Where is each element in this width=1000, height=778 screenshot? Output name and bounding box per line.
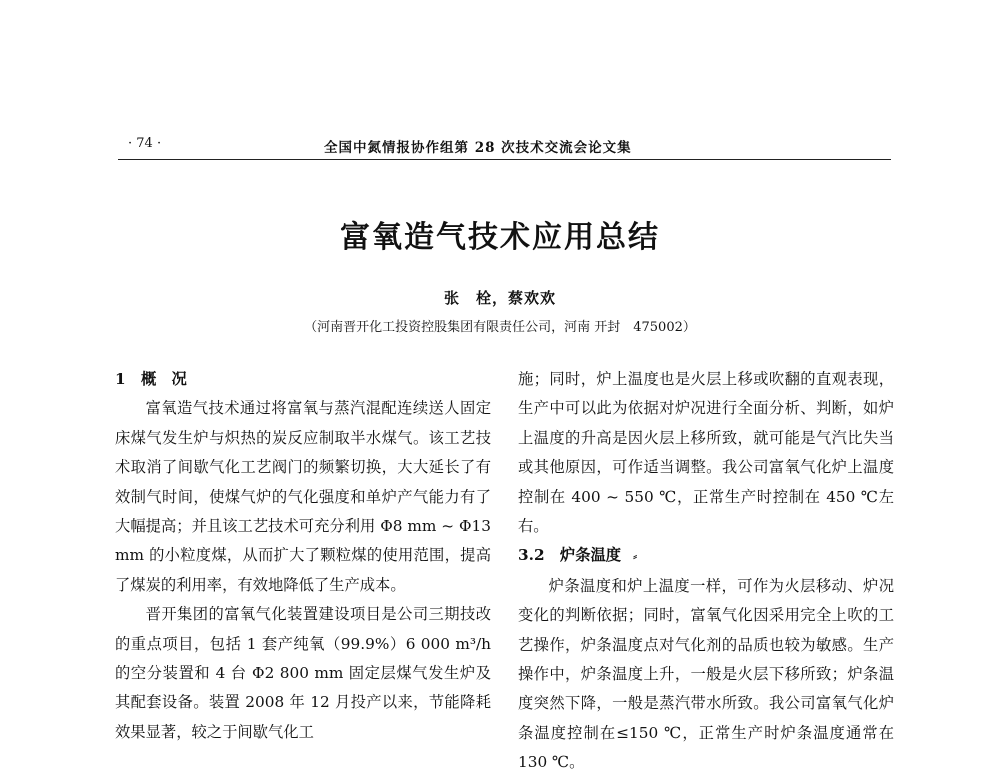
paragraph: 富氧造气技术通过将富氧与蒸汽混配连续送人固定床煤气发生炉与炽热的炭反应制取半水煤气。该工艺技术取消了间歇气化工艺阀门的频繁切换，大大延长了有效制气时间，使煤气炉的气化强度和单炉产气能力有了大幅提高；并且该工艺技术可充分利用 Φ8 mm ~ Φ13 mm 的小粒度煤，从而扩大了颗粒煤的使用范围，提高了煤炭的利用率，有效地降低了生产成本。 <box>115 399 491 594</box>
article-title: 富氧造气技术应用总结 <box>340 220 660 255</box>
running-title: 全国中氮情报协作组第 28 次技术交流会论文集 <box>324 140 632 156</box>
paragraph: 炉条温度和炉上温度一样，可作为火层移动、炉况变化的判断依据；同时，富氧气化因采用完全上吹的工艺操作，炉条温度点对气化剂的品质也较为敏感。生产操作中，炉条温度上升，一般是火层下移所致；炉条温度突然下降，一般是蒸汽带水所致。我公司富氧气化炉条温度控制在≤150 ℃，正常生产时炉条温度通常在 130 ℃。 <box>518 576 894 772</box>
running-header <box>118 134 891 156</box>
page-number: · 74 · <box>128 136 162 151</box>
stray-mark: ⸗ <box>633 549 638 564</box>
right-column <box>518 365 894 778</box>
subsection-heading <box>518 541 894 571</box>
paragraph: 施；同时，炉上温度也是火层上移或吹翻的直观表现，生产中可以此为依据对炉况进行全面分析、判断，如炉上温度的升高是因火层上移所致，就可能是气汽比失当或其他原因，可作适当调整。我公司富氧气化炉上温度控制在 400 ~ 550 ℃，正常生产时控制在 450 ℃左右。 <box>518 370 894 536</box>
subsection-heading-text: 3.2 炉条温度 <box>518 546 622 565</box>
section-heading: 1 概 况 <box>115 370 187 388</box>
article-affiliation: （河南晋开化工投资控股集团有限责任公司，河南 开封 475002） <box>304 320 696 335</box>
left-column <box>115 365 491 747</box>
article-authors: 张 栓，蔡欢欢 <box>443 289 556 307</box>
header-rule <box>118 159 891 160</box>
paragraph: 晋开集团的富氧气化装置建设项目是公司三期技改的重点项目，包括 1 套产纯氧（99.9%）6 000 m³/h 的空分装置和 4 台 Φ2 800 mm 固定层煤气发生炉及其配套设备。装置 2008 年 12 月投产以来，节能降耗效果显著，较之于间歇气化工 <box>115 605 491 741</box>
